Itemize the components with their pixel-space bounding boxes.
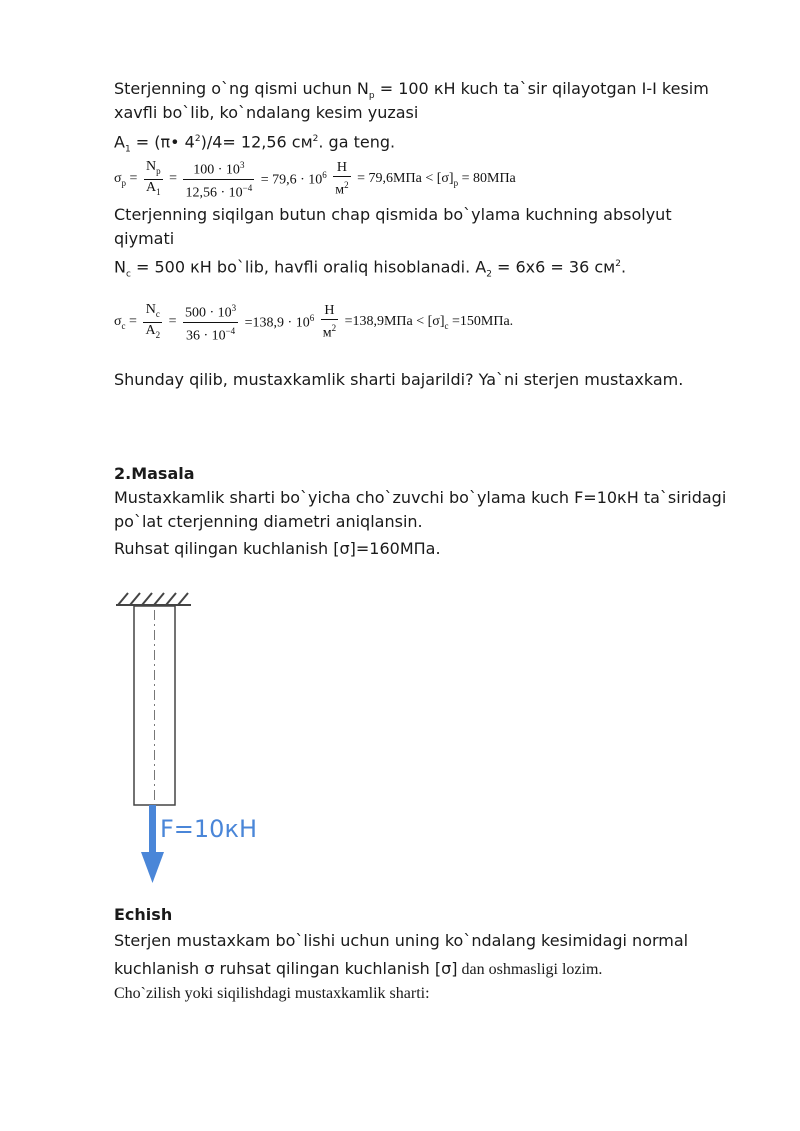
formula-stress-compression: $\sigma_c$ = $\frac{N_c}{A_2}$ = $\frac{500 \cdot 10^3}{36 \cdot 10^{-4}}$ $=138,9 \cdot 10^6$ $\frac{H}{м^2}$ $=138,9МПа < [\sigma]_c =150МПа$. [114,301,514,344]
text-line: Shunday qilib, mustaxkamlik sharti bajarildi? Ya`ni sterjen mustaxkam. [114,370,684,389]
text-line: Cterjenning siqilgan butun chap qismida bo`ylama kuchning absolyut [114,205,672,224]
text-line: qiymati [114,229,175,248]
text-line: Ruhsat qilingan kuchlanish [σ]=160МПа. [114,539,441,558]
text-line: po`lat cterjenning diametri aniqlansin. [114,512,423,531]
text-line: $N_c = 500$ кН bo`lib, havfli oraliq hisoblanadi. $A_2 = 6x6 = 36$ $см^2$. [114,257,627,280]
text-line: Cho`zilish yoki siqilishdagi mustaxkamlik sharti: [114,985,430,1002]
text-line: kuchlanish σ ruhsat qilingan kuchlanish [σ] dan oshmasligi lozim. [114,959,603,978]
text-line: $A_1$ = (π• $4^2)/4= 12,56$ $см^2$. ga teng. [114,132,396,155]
text-line: Sterjen mustaxkam bo`lishi uchun uning ko`ndalang kesimidagi normal [114,931,689,950]
section-heading: 2.Masala [114,464,195,483]
rod-diagram [100,580,300,890]
text-line: Mustaxkamlik sharti bo`yicha cho`zuvchi bo`ylama kuch F=10кН ta`siridagi [114,488,727,507]
fixed-support [116,593,191,605]
force-label: F=10кН [160,815,257,843]
text-line: Sterjenning o`ng qismi uchun $N_р = 100$ кН kuch ta`sir qilayotgan I-I kesim [114,79,709,102]
text-line: xavfli bo`lib, ko`ndalang kesim yuzasi [114,103,419,122]
section-heading: Echish [114,905,173,924]
formula-stress-tension: $\sigma_р$ = $\frac{N_р}{A_1}$ = $\frac{100 \cdot 10^3}{12,56 \cdot 10^{-4}}$ = $79,6 \cdot 10^6$ $\frac{H}{м^2}$ = $79,6МПа < [\sigma]_р = 80МПа$ [114,158,516,201]
